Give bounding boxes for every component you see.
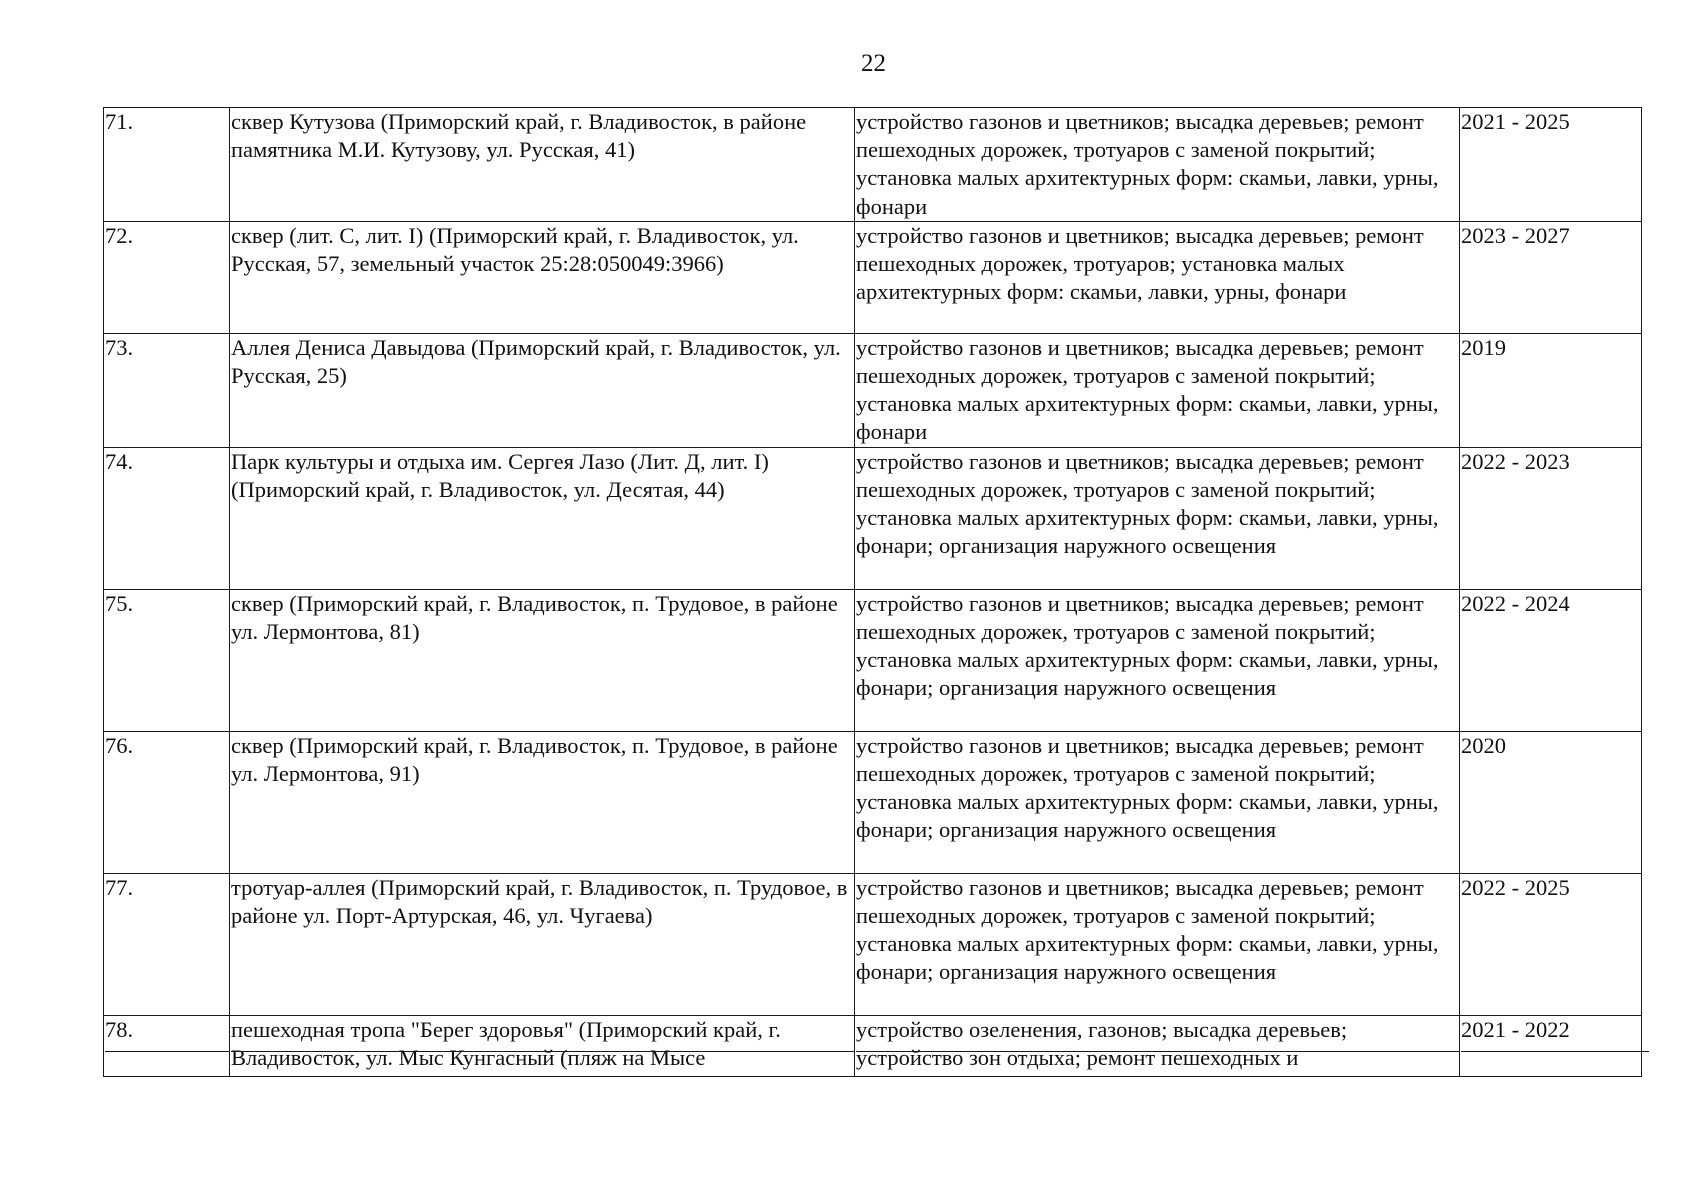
table-row	[104, 108, 1642, 222]
row-number: 74.	[104, 447, 230, 589]
object-name: сквер (Приморский край, г. Владивосток, п. Трудовое, в районе ул. Лермонтова, 81)	[230, 589, 855, 731]
object-name: сквер Кутузова (Приморский край, г. Владивосток, в районе памятника М.И. Кутузову, ул. Русская, 41)	[230, 108, 855, 222]
works-description-cell	[855, 1015, 1460, 1076]
table-row	[104, 1015, 1642, 1076]
works-description: устройство газонов и цветников; высадка деревьев; ремонт пешеходных дорожек, тротуаров с заменой покрытий; установка малых архитектурных форм: скамьи, лавки, урны, фонари; организация наружного освещения	[855, 447, 1460, 589]
years-period: 2023 - 2027	[1460, 221, 1642, 333]
row-number: 72.	[104, 221, 230, 333]
table-row	[104, 873, 1642, 1015]
works-description: устройство озеленения, газонов; высадка деревьев; устройство зон отдыха; ремонт пешеходных и	[856, 1016, 1459, 1076]
table-row	[104, 731, 1642, 873]
row-number: 76.	[104, 731, 230, 873]
years-period: 2019	[1460, 333, 1642, 447]
row-cut-line	[1461, 1051, 1641, 1052]
object-name: сквер (лит. С, лит. I) (Приморский край, г. Владивосток, ул. Русская, 57, земельный участок 25:28:050049:3966)	[230, 221, 855, 333]
row-number-cell	[104, 1015, 230, 1076]
years-period: 2021 - 2022	[1461, 1016, 1641, 1076]
years-period: 2020	[1460, 731, 1642, 873]
works-description: устройство газонов и цветников; высадка деревьев; ремонт пешеходных дорожек, тротуаров с заменой покрытий; установка малых архитектурных форм: скамьи, лавки, урны, фонари; организация наружного освещения	[855, 873, 1460, 1015]
row-number: 77.	[104, 873, 230, 1015]
table-row	[104, 221, 1642, 333]
row-number: 78.	[105, 1016, 229, 1076]
works-description: устройство газонов и цветников; высадка деревьев; ремонт пешеходных дорожек, тротуаров с заменой покрытий; установка малых архитектурных форм: скамьи, лавки, урны, фонари	[855, 108, 1460, 222]
row-cut-line	[105, 1051, 229, 1052]
object-name: тротуар-аллея (Приморский край, г. Владивосток, п. Трудовое, в районе ул. Порт-Артурская, 46, ул. Чугаева)	[230, 873, 855, 1015]
improvement-objects-table	[103, 107, 1642, 1077]
row-number: 73.	[104, 333, 230, 447]
object-name: пешеходная тропа "Берег здоровья" (Приморский край, г. Владивосток, ул. Мыс Кунгасный (пляж на Мысе	[231, 1016, 854, 1076]
row-number: 75.	[104, 589, 230, 731]
page-number: 22	[861, 50, 886, 77]
object-name-cell	[230, 1015, 855, 1076]
table-edge-tick	[1641, 1051, 1649, 1052]
works-description: устройство газонов и цветников; высадка деревьев; ремонт пешеходных дорожек, тротуаров с заменой покрытий; установка малых архитектурных форм: скамьи, лавки, урны, фонари; организация наружного освещения	[855, 731, 1460, 873]
table-row	[104, 333, 1642, 447]
works-description: устройство газонов и цветников; высадка деревьев; ремонт пешеходных дорожек, тротуаров; установка малых архитектурных форм: скамьи, лавки, урны, фонари	[855, 221, 1460, 333]
years-period-cell	[1460, 1015, 1642, 1076]
row-cut-line	[856, 1051, 1459, 1052]
years-period: 2022 - 2025	[1460, 873, 1642, 1015]
works-description: устройство газонов и цветников; высадка деревьев; ремонт пешеходных дорожек, тротуаров с заменой покрытий; установка малых архитектурных форм: скамьи, лавки, урны, фонари	[855, 333, 1460, 447]
years-period: 2022 - 2024	[1460, 589, 1642, 731]
table-row	[104, 447, 1642, 589]
object-name: Парк культуры и отдыха им. Сергея Лазо (Лит. Д, лит. I) (Приморский край, г. Владивосток, ул. Десятая, 44)	[230, 447, 855, 589]
object-name: Аллея Дениса Давыдова (Приморский край, г. Владивосток, ул. Русская, 25)	[230, 333, 855, 447]
years-period: 2022 - 2023	[1460, 447, 1642, 589]
row-number: 71.	[104, 108, 230, 222]
works-description: устройство газонов и цветников; высадка деревьев; ремонт пешеходных дорожек, тротуаров с заменой покрытий; установка малых архитектурных форм: скамьи, лавки, урны, фонари; организация наружного освещения	[855, 589, 1460, 731]
years-period: 2021 - 2025	[1460, 108, 1642, 222]
row-cut-line	[231, 1051, 854, 1052]
object-name: сквер (Приморский край, г. Владивосток, п. Трудовое, в районе ул. Лермонтова, 91)	[230, 731, 855, 873]
table-row	[104, 589, 1642, 731]
